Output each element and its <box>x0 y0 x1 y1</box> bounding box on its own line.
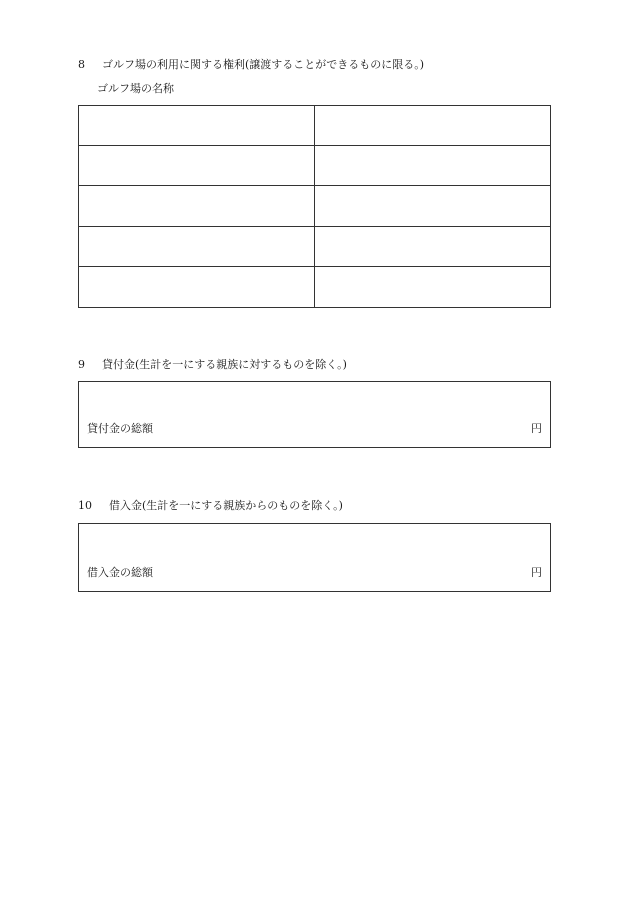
section-title: ゴルフ場の利用に関する権利(譲渡することができるものに限る。) <box>102 58 425 71</box>
section-number: 9 <box>78 358 85 371</box>
section-8-heading <box>78 56 424 72</box>
table-cell[interactable] <box>79 106 315 146</box>
yen-unit: 円 <box>531 566 542 579</box>
table-cell[interactable] <box>315 186 550 226</box>
loan-receivable-box[interactable] <box>78 381 551 448</box>
section-title: 借入金(生計を一にする親族からのものを除く。) <box>109 499 343 512</box>
table-cell[interactable] <box>315 106 550 146</box>
table-cell[interactable] <box>79 227 315 267</box>
section-9-heading <box>78 356 347 372</box>
yen-unit: 円 <box>531 422 542 435</box>
table-cell[interactable] <box>315 227 550 267</box>
section-number: 8 <box>78 58 85 71</box>
golf-course-table <box>78 105 551 308</box>
borrowings-box[interactable] <box>78 523 551 592</box>
section-number: 10 <box>78 499 92 512</box>
table-cell[interactable] <box>79 146 315 186</box>
table-cell[interactable] <box>79 186 315 226</box>
golf-course-name-label: ゴルフ場の名称 <box>97 82 174 95</box>
total-label: 貸付金の総額 <box>87 422 153 435</box>
table-cell[interactable] <box>315 267 550 307</box>
total-label: 借入金の総額 <box>87 566 153 579</box>
section-title: 貸付金(生計を一にする親族に対するものを除く。) <box>102 358 347 371</box>
table-cell[interactable] <box>79 267 315 307</box>
section-10-heading <box>78 497 343 513</box>
table-cell[interactable] <box>315 146 550 186</box>
